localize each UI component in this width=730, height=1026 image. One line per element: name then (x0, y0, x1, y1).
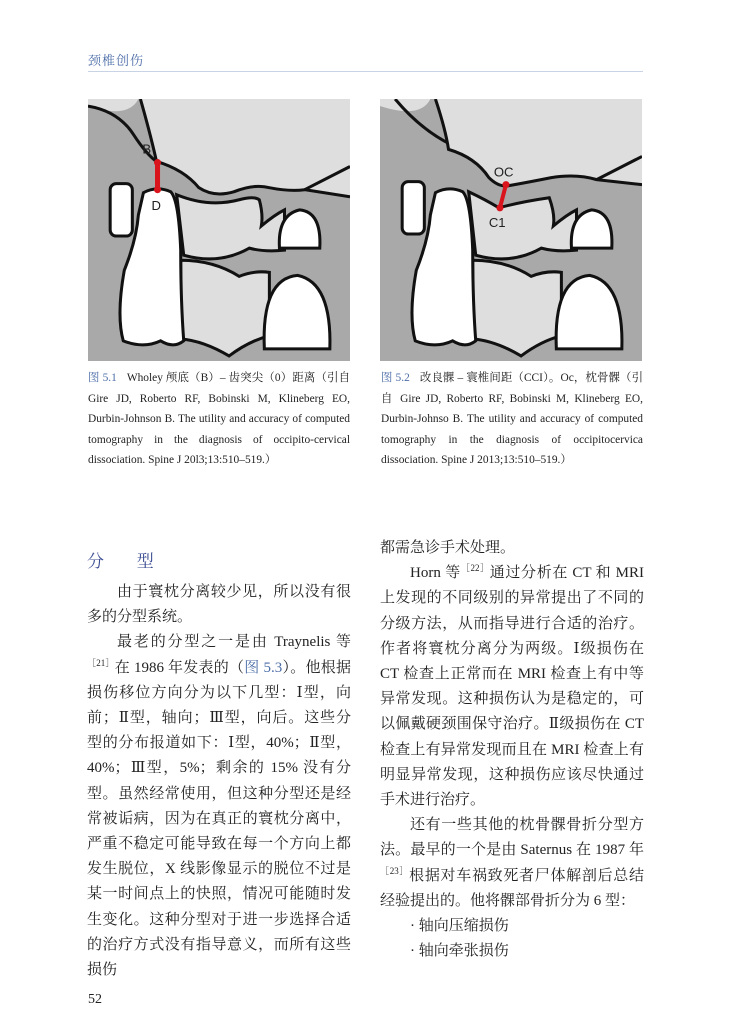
text-run: 根据对车祸致死者尸体解剖后总结经验提出的。他将髁部骨折分为 6 型： (380, 867, 644, 909)
section-heading: 分 型 (87, 552, 168, 571)
citation-ref[interactable]: ［22］ (460, 563, 490, 574)
paragraph: 由于寰枕分离较少见，所以没有很多的分型系统。 (87, 584, 351, 626)
figure-label: 图 5.2 (381, 372, 410, 384)
text-run: 在 1986 年发表的（ (114, 659, 245, 676)
caption-text: Wholey 颅底（B）– 齿突尖（0）距离（引自 Gire JD, Roberto RF, Bobinski M, Klineberg EO, Durbin-Johnson B. The utility and accuracy of computed tomography in the diagnosis of occipito-cervical dissociation. Spine J 20l3;13:510–519.） (88, 372, 350, 466)
marker-b-label: B (142, 141, 152, 157)
paragraph (380, 561, 644, 813)
text-run: 最老的分型之一是由 Traynelis 等 (117, 634, 351, 651)
citation-ref[interactable]: ［23］ (380, 865, 410, 876)
figure-5-1-diagram (88, 99, 350, 361)
paragraph: 都需急诊手术处理。 (380, 540, 516, 556)
craniocervical-diagram-cci (380, 99, 642, 361)
bullet-item: · 轴向牵张损伤 (410, 943, 509, 960)
figure-label: 图 5.1 (88, 372, 117, 384)
caption-text: 改良髁 – 寰椎间距（CCI）。Oc，枕骨髁（引自 Gire JD, Roberto RF, Bobinski M, Klineberg EO, Durbin-Johnso B. The utility and accuracy of computed tomography in the diagnosis of occipitocervica dissociation. Spine J 2013;13:510–519.） (381, 372, 643, 466)
marker-d-label: D (151, 197, 161, 213)
text-run: 还有一些其他的枕骨髁骨折分型方法。最早的一个是由 Saternus 在 1987 年 (380, 817, 644, 859)
citation-ref[interactable]: ［21］ (87, 657, 115, 668)
figure-5-2-diagram (380, 99, 642, 361)
marker-oc-label: OC (493, 164, 514, 180)
paragraph (87, 630, 351, 983)
left-text-column (87, 548, 351, 983)
text-run: Horn 等 (410, 565, 461, 582)
craniocervical-diagram-bd (88, 99, 350, 361)
text-run: 通过分析在 CT 和 MRI 上发现的不同级别的异常提出了不同的分级方法，从而指导进行合适的治疗。作者将寰枕分离分为两级。Ⅰ级损伤在 CT 检查上正常而在 MRI 检查上有中等异常发现。这种损伤认为是稳定的，可以佩戴硬颈围保守治疗。Ⅱ级损伤在 CT 检查上有异常发现而且在 MRI 检查上有明显异常发现，这种损伤应该尽快通过手术进行治疗。 (380, 565, 644, 809)
page-number: 52 (88, 992, 102, 1007)
figure-5-1-caption (88, 368, 350, 471)
marker-c1-label: C1 (488, 214, 506, 230)
bullet-item: · 轴向压缩损伤 (410, 918, 509, 935)
figure-link[interactable]: 图 5.3 (244, 659, 283, 676)
running-header: 颈椎创伤 (88, 53, 145, 68)
paragraph (380, 813, 644, 914)
header-divider (88, 71, 643, 72)
text-run: ）。他根据损伤移位方向分为以下几型：Ⅰ型，向前；Ⅱ型，轴向；Ⅲ型，向后。这些分型的分布报道如下：Ⅰ型，40%；Ⅱ型，40%；Ⅲ型，5%；剩余的 15% 没有分型。虽然经常使用，但这种分型还是经常被诟病，因为在真正的寰枕分离中，严重不稳定可能导致在每一个方向上都发生脱位，X 线影像显示的脱位不过是某一时间点上的快照，情况可能随时发生变化。这种分型对于进一步选择合适的治疗方式没有指导意义，而所有这些损伤 (87, 659, 351, 979)
right-text-column (380, 536, 644, 964)
figure-5-2-caption (381, 368, 643, 471)
